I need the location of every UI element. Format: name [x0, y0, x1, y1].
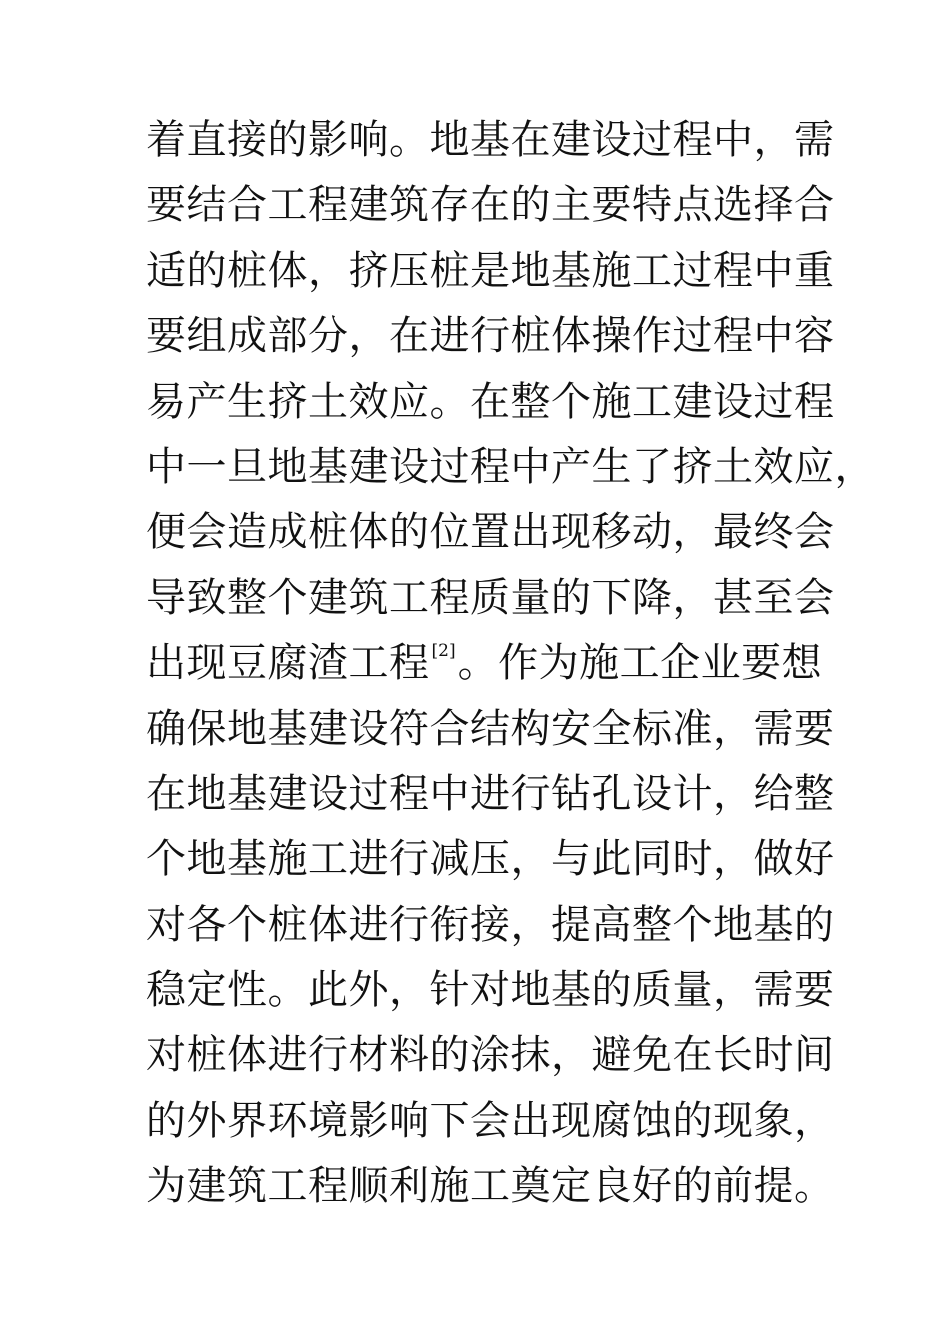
text-line: 易产生挤土效应。在整个施工建设过程 [146, 378, 835, 425]
body-paragraph [146, 108, 875, 1220]
citation-marker: [2] [431, 641, 456, 662]
text-segment: 出现豆腐渣工程 [146, 640, 430, 687]
text-line: 要结合工程建筑存在的主要特点选择合 [146, 182, 835, 229]
text-segment: 。作为施工企业要想 [457, 640, 823, 687]
text-line: 着直接的影响。地基在建设过程中，需 [146, 117, 835, 163]
text-line: 要组成部分，在进行桩体操作过程中容 [146, 313, 835, 360]
text-line: 在地基建设过程中进行钻孔设计，给整 [146, 770, 835, 817]
text-line: 导致整个建筑工程质量的下降，甚至会 [146, 574, 835, 621]
text-line: 适的桩体，挤压桩是地基施工过程中重 [146, 247, 835, 294]
text-line: 确保地基建设符合结构安全标准，需要 [146, 705, 835, 752]
text-line: 便会造成桩体的位置出现移动，最终会 [146, 509, 835, 556]
text-line: 个地基施工进行减压，与此同时，做好 [146, 836, 835, 883]
text-line: 稳定性。此外，针对地基的质量，需要 [146, 967, 835, 1014]
text-line: 中一旦地基建设过程中产生了挤土效应， [146, 443, 875, 490]
text-line: 的外界环境影响下会出现腐蚀的现象， [146, 1097, 835, 1144]
text-line: 为建筑工程顺利施工奠定良好的前提。 [146, 1163, 835, 1210]
text-line-with-citation [146, 631, 846, 696]
text-line: 对各个桩体进行衔接，提高整个地基的 [146, 901, 835, 948]
text-line: 对桩体进行材料的涂抹，避免在长时间 [146, 1032, 835, 1079]
